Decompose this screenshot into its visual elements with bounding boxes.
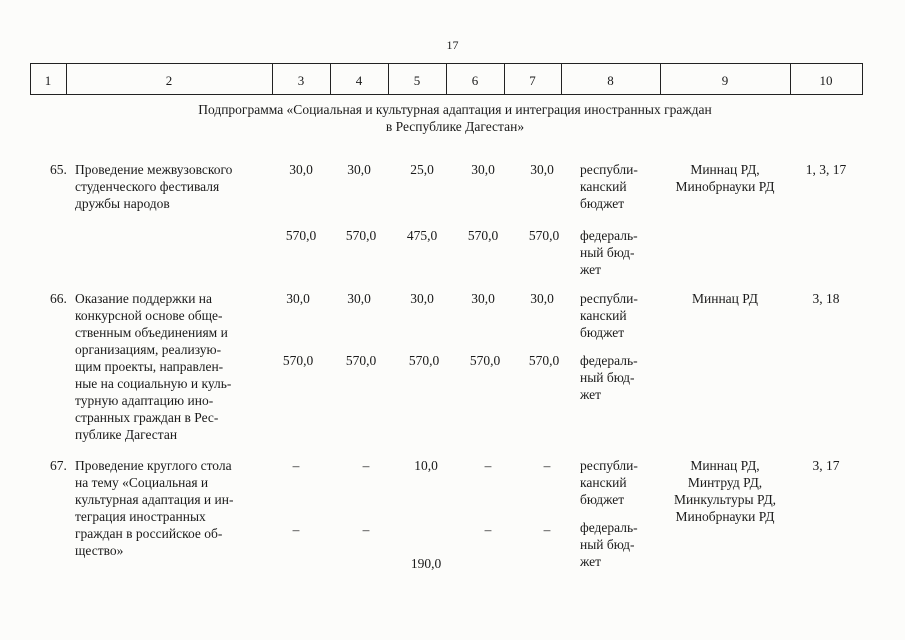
row-number: 67.	[50, 458, 67, 473]
funding-value: 30,0	[289, 162, 313, 177]
funding-value: 570,0	[469, 353, 501, 368]
measure-name-line: на тему «Социальная и	[75, 475, 209, 490]
column-header: 9	[721, 73, 729, 88]
funding-source: ный бюд-	[580, 245, 635, 260]
funding-value: 30,0	[530, 291, 554, 306]
measure-name-line: культурная адаптация и ин-	[75, 492, 234, 507]
measure-name-line: ные на социальную и куль-	[75, 376, 232, 391]
funding-value: 570,0	[528, 353, 560, 368]
measure-name-line: студенческого фестиваля	[75, 179, 220, 194]
funding-source: ный бюд-	[580, 537, 635, 552]
funding-value: 30,0	[410, 291, 434, 306]
funding-value: 570,0	[282, 353, 314, 368]
funding-source: бюджет	[580, 325, 625, 340]
funding-value: –	[543, 458, 551, 473]
funding-value: –	[362, 522, 370, 537]
funding-value: –	[292, 458, 300, 473]
funding-source: жет	[580, 262, 602, 277]
funding-source: республи-	[580, 291, 638, 306]
funding-value: –	[484, 522, 492, 537]
measure-name-line: теграция иностранных	[75, 509, 206, 524]
funding-value: 570,0	[408, 353, 440, 368]
funding-source: ный бюд-	[580, 370, 635, 385]
column-header: 8	[607, 73, 614, 88]
funding-value: 10,0	[414, 458, 438, 473]
column-header: 3	[297, 73, 305, 88]
funding-source: канский	[580, 475, 627, 490]
measure-name-line: дружбы народов	[75, 196, 170, 211]
funding-value: 570,0	[285, 228, 317, 243]
funding-value: 30,0	[530, 162, 554, 177]
measure-name-line: конкурсной основе обще-	[75, 308, 223, 323]
executor: Миннац РД	[692, 291, 758, 306]
executor: Минобрнауки РД	[675, 179, 775, 194]
funding-value: –	[543, 522, 551, 537]
page-number: 17	[446, 38, 459, 52]
executor: Миннац РД,	[690, 162, 760, 177]
measure-name-line: странных граждан в Рес-	[75, 410, 219, 425]
funding-source: бюджет	[580, 196, 625, 211]
funding-value: –	[292, 522, 300, 537]
funding-value: –	[362, 458, 370, 473]
funding-source: жет	[580, 387, 602, 402]
executor: Минтруд РД,	[687, 475, 763, 490]
funding-value: 570,0	[345, 228, 377, 243]
funding-value: 30,0	[347, 291, 371, 306]
funding-value: 570,0	[345, 353, 377, 368]
measure-name-line: публике Дагестан	[75, 427, 178, 442]
funding-value: 570,0	[467, 228, 499, 243]
column-header: 5	[413, 73, 421, 88]
header-divider	[862, 63, 863, 94]
row-number: 66.	[50, 291, 67, 306]
funding-source: федераль-	[580, 228, 638, 243]
column-header: 2	[165, 73, 173, 88]
indicators: 1, 3, 17	[805, 162, 847, 177]
header-bottom-rule	[30, 94, 863, 95]
executor: Минобрнауки РД	[675, 509, 775, 524]
funding-value: –	[484, 458, 492, 473]
column-header: 10	[819, 73, 833, 88]
measure-name-line: Проведение межвузовского	[75, 162, 233, 177]
funding-value: 30,0	[286, 291, 310, 306]
funding-source: федераль-	[580, 353, 638, 368]
funding-value: 30,0	[471, 162, 495, 177]
measure-name-line: граждан в российское об-	[75, 526, 223, 541]
funding-source: бюджет	[580, 492, 625, 507]
funding-source: канский	[580, 179, 627, 194]
measure-name-line: ственным объединениям и	[75, 325, 228, 340]
funding-source: канский	[580, 308, 627, 323]
funding-source: республи-	[580, 162, 638, 177]
funding-value: 570,0	[528, 228, 560, 243]
funding-value: 30,0	[347, 162, 371, 177]
row-number: 65.	[50, 162, 67, 177]
measure-name-line: щество»	[75, 543, 124, 558]
measure-name-line: турную адаптацию ино-	[75, 393, 214, 408]
funding-value: 190,0	[410, 556, 442, 571]
column-header: 4	[355, 73, 363, 88]
column-header: 1	[44, 73, 52, 88]
measure-name-line: Оказание поддержки на	[75, 291, 213, 306]
indicators: 3, 17	[812, 458, 840, 473]
column-header: 7	[529, 73, 536, 88]
measure-name-line: Проведение круглого стола	[75, 458, 232, 473]
indicators: 3, 18	[812, 291, 840, 306]
column-header: 6	[471, 73, 479, 88]
funding-source: республи-	[580, 458, 638, 473]
funding-source: федераль-	[580, 520, 638, 535]
measure-name-line: щим проекты, направлен-	[75, 359, 224, 374]
funding-value: 30,0	[471, 291, 495, 306]
executor: Миннац РД,	[690, 458, 760, 473]
funding-source: жет	[580, 554, 602, 569]
subprogram-title: в Республике Дагестан»	[385, 119, 525, 134]
funding-value: 475,0	[406, 228, 438, 243]
funding-value: 25,0	[410, 162, 434, 177]
subprogram-title: Подпрограмма «Социальная и культурная адаптация и интеграция иностранных граждан	[198, 102, 712, 117]
executor: Минкультуры РД,	[673, 492, 777, 507]
measure-name-line: организациям, реализую-	[75, 342, 222, 357]
